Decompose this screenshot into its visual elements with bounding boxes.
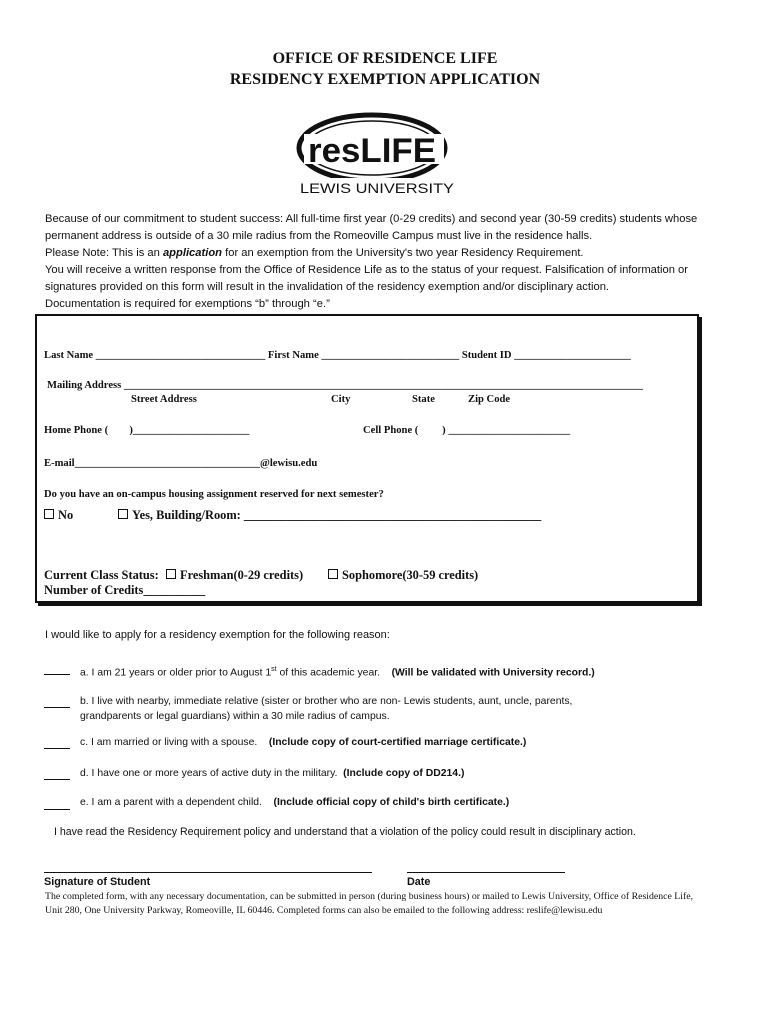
reason-e-bold: (Include official copy of child's birth certificate.) xyxy=(273,797,510,808)
state-label: State xyxy=(412,394,435,405)
reason-b-line2: grandparents or legal guardians) within a 30 mile radius of campus. xyxy=(80,711,390,722)
reason-a-bold: (Will be validated with University record.) xyxy=(391,667,595,679)
intro-paragraph-response: You will receive a written response from the Office of Residence Life as to the status of your request. Falsification of information or signatures provided on this form will result in the invalidation of the residency exemption and/or disciplinary action. xyxy=(45,264,688,293)
zip-code-label: Zip Code xyxy=(468,394,511,405)
reason-a-sup: st xyxy=(271,666,277,673)
sophomore-label: Sophomore(30-59 credits) xyxy=(342,568,479,582)
housing-no-option[interactable] xyxy=(44,508,73,523)
logo-text: resLIFE xyxy=(308,132,436,170)
reason-b-line1: b. I live with nearby, immediate relative (sister or brother who are non- Lewis students, aunt, uncle, parents, xyxy=(80,696,573,707)
email-field[interactable]: E-mail___________________________________@lewisu.edu xyxy=(44,458,318,469)
note-suffix: for an exemption from the University's two year Residency Requirement. xyxy=(222,247,584,259)
reason-c-blank[interactable] xyxy=(44,738,70,749)
mailing-address-field[interactable]: Mailing Address __________________________________________________________________________________________________ xyxy=(47,380,644,391)
housing-yes-option[interactable] xyxy=(118,508,541,523)
reason-d-blank[interactable] xyxy=(44,769,70,780)
freshman-checkbox[interactable] xyxy=(166,569,176,579)
reason-c xyxy=(80,735,740,750)
submission-line2: Unit 280, One University Parkway, Romeoville, IL 60446. Completed forms can also be emailed to the following address: reslife@lewisu.edu xyxy=(45,905,603,916)
no-checkbox[interactable] xyxy=(44,509,54,519)
class-status-label: Current Class Status: xyxy=(44,568,159,582)
housing-no-label: No xyxy=(58,508,74,522)
number-of-credits-field[interactable]: Number of Credits__________ xyxy=(44,583,206,597)
date-label: Date xyxy=(407,876,431,888)
reason-d-text: d. I have one or more years of active duty in the military. xyxy=(80,768,338,779)
reslife-logo xyxy=(290,108,468,200)
yes-checkbox[interactable] xyxy=(118,509,128,519)
reasons-intro: I would like to apply for a residency exemption for the following reason: xyxy=(45,629,390,641)
application-emphasis: application xyxy=(162,247,223,259)
intro-paragraph-commitment: Because of our commitment to student success: All full-time first year (0-29 credits) and second year (30-59 credits) students whose permanent address is outside of a 30 mile radius from the Romeoville Campus must live in the residence halls. xyxy=(45,213,698,242)
intro-paragraph-note xyxy=(45,245,735,262)
intro-paragraph-documentation: Documentation is required for exemptions “b” through “e.” xyxy=(45,298,330,310)
intro-text xyxy=(45,211,735,313)
reason-a-text: a. I am 21 years or older prior to August 1 xyxy=(80,667,272,679)
page-subtitle: RESIDENCY EXEMPTION APPLICATION xyxy=(229,71,541,88)
reason-d-bold: (Include copy of DD214.) xyxy=(343,768,465,779)
reslife-logo-graphic xyxy=(290,108,468,200)
freshman-label: Freshman(0-29 credits) xyxy=(180,568,304,582)
sophomore-checkbox[interactable] xyxy=(328,569,338,579)
housing-question: Do you have an on-campus housing assignment reserved for next semester? xyxy=(44,489,384,500)
cell-phone-field[interactable]: Cell Phone ( ) _______________________ xyxy=(363,425,571,436)
reason-d xyxy=(80,766,740,781)
date-line[interactable] xyxy=(407,871,565,873)
reason-b xyxy=(80,694,740,724)
name-id-fields[interactable]: Last Name ________________________________ First Name __________________________ Student ID ______________________ xyxy=(44,350,631,361)
logo-subtitle: LEWIS UNIVERSITY xyxy=(300,180,455,196)
sophomore-option[interactable] xyxy=(328,568,478,583)
city-label: City xyxy=(331,394,351,405)
reason-e-text: e. I am a parent with a dependent child. xyxy=(80,797,262,808)
reason-e xyxy=(80,795,740,810)
reason-e-blank[interactable] xyxy=(44,799,70,810)
reason-a-text2: of this academic year. xyxy=(276,667,381,679)
policy-acknowledgement: I have read the Residency Requirement policy and understand that a violation of the policy could result in disciplinary action. xyxy=(54,826,636,838)
street-address-label: Street Address xyxy=(131,394,197,405)
housing-yes-label: Yes, Building/Room: ________________________________________________ xyxy=(132,508,542,522)
page-title: OFFICE OF RESIDENCE LIFE xyxy=(272,50,498,67)
reason-c-text: c. I am married or living with a spouse. xyxy=(80,737,258,748)
reason-c-bold: (Include copy of court-certified marriage certificate.) xyxy=(268,737,527,748)
submission-instructions xyxy=(45,890,735,918)
signature-of-student-label: Signature of Student xyxy=(44,876,151,888)
note-prefix: Please Note: This is an xyxy=(45,247,163,259)
home-phone-field[interactable]: Home Phone ( )______________________ xyxy=(44,425,250,436)
freshman-option[interactable] xyxy=(166,568,303,583)
submission-line1: The completed form, with any necessary documentation, can be submitted in person (during business hours) or mailed to Lewis University, Office of Residence Life, xyxy=(45,891,694,902)
reason-a xyxy=(80,662,740,680)
student-signature-line[interactable] xyxy=(44,871,372,873)
reason-b-blank[interactable] xyxy=(44,697,70,708)
reason-a-blank[interactable] xyxy=(44,664,70,675)
